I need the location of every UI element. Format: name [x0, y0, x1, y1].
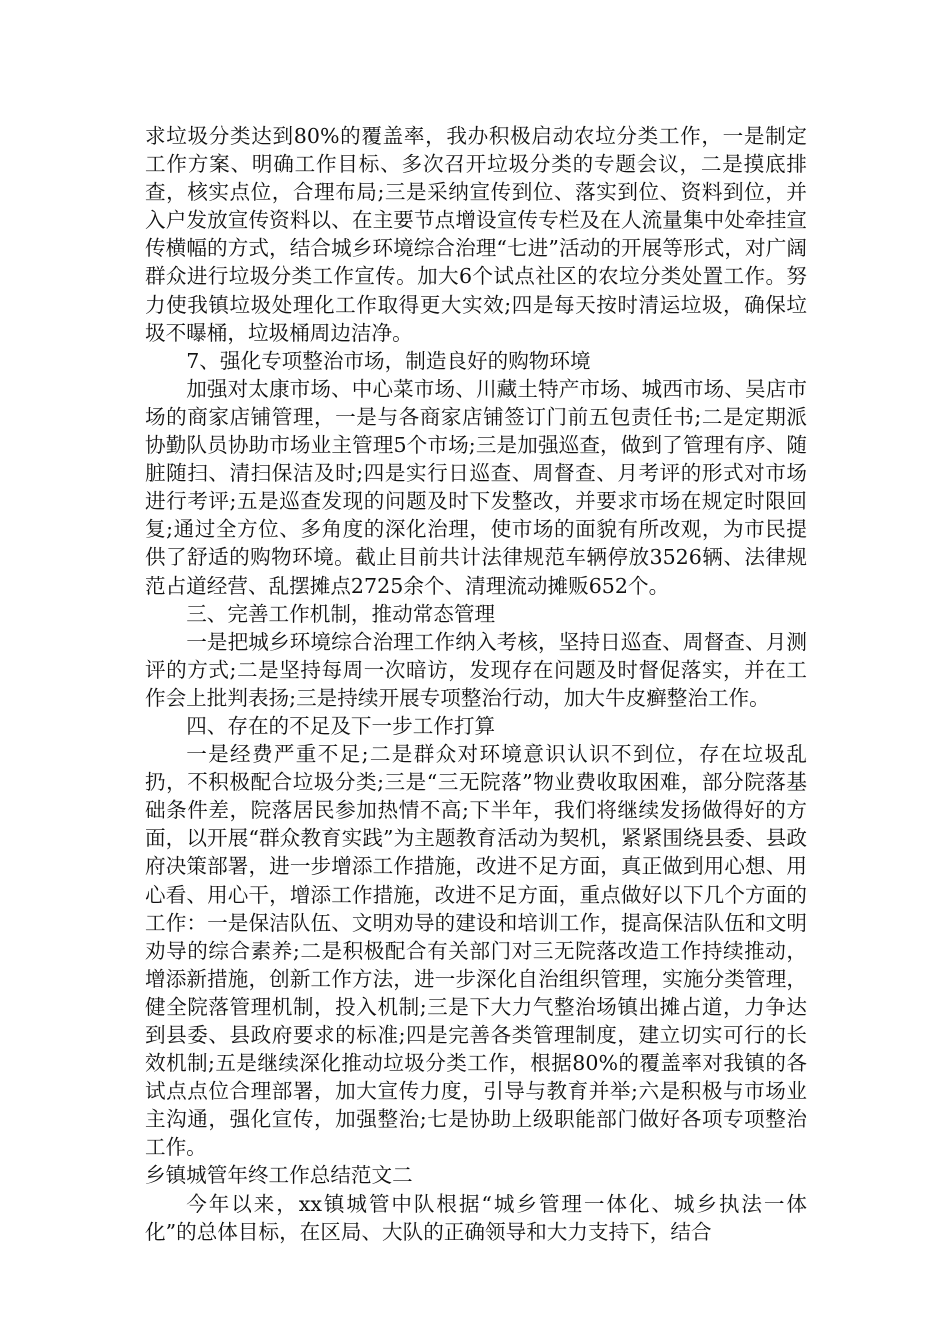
paragraph-sample-two-intro: 今年以来，xx镇城管中队根据“城乡管理一体化、城乡执法一体化”的总体目标，在区局、大队的正确领导和大力支持下，结合 — [145, 1191, 807, 1244]
document-body — [145, 122, 807, 1246]
heading-market-rectification: 7、强化专项整治市场，制造良好的购物环境 — [186, 348, 591, 373]
paragraph-work-mechanism: 一是把城乡环境综合治理工作纳入考核，坚持日巡查、周督查、月测评的方式;二是坚持每周一次暗访，发现存在问题及时督促落实，并在工作会上批判表扬;三是持续开展专项整治行动，加大牛皮癣整治工作。 — [145, 629, 807, 710]
heading-shortcomings-plans: 四、存在的不足及下一步工作打算 — [186, 713, 496, 738]
paragraph-shortcomings-plans: 一是经费严重不足;二是群众对环境意识认识不到位，存在垃圾乱扔，不积极配合垃圾分类;三是“三无院落”物业费收取困难，部分院落基础条件差，院落居民参加热情不高;下半年，我们将继续发扬做得好的方面，以开展“群众教育实践”为主题教育活动为契机，紧紧围绕县委、县政府决策部署，进一步增添工作措施，改进不足方面，真正做到用心想、用心看、用心干，增添工作措施，改进不足方面，重点做好以下几个方面的工作：一是保洁队伍、文明劝导的建设和培训工作，提高保洁队伍和文明劝导的综合素养;二是积极配合有关部门对三无院落改造工作持续推动，增添新措施，创新工作方法，进一步深化自治组织管理，实施分类管理，健全院落管理机制，投入机制;三是下大力气整治场镇出摊占道，力争达到县委、县政府要求的标准;四是完善各类管理制度，建立切实可行的长效机制;五是继续深化推动垃圾分类工作，根据80%的覆盖率对我镇的各试点点位合理部署，加大宣传力度，引导与教育并举;六是积极与市场业主沟通，强化宣传，加强整治;七是协助上级职能部门做好各项专项整治工作。 — [145, 742, 807, 1160]
section-title-sample-two: 乡镇城管年终工作总结范文二 — [145, 1163, 413, 1188]
heading-work-mechanism: 三、完善工作机制，推动常态管理 — [186, 601, 496, 626]
paragraph-garbage-classification: 求垃圾分类达到80%的覆盖率，我办积极启动农垃分类工作，一是制定工作方案、明确工作目标、多次召开垃圾分类的专题会议，二是摸底排查，核实点位，合理布局;三是采纳宣传到位、落实到位、资料到位，并入户发放宣传资料以、在主要节点增设宣传专栏及在人流量集中处牵挂宣传横幅的方式，结合城乡环境综合治理“七进”活动的开展等形式，对广阔群众进行垃圾分类工作宣传。加大6个试点社区的农垃分类处置工作。努力使我镇垃圾处理化工作取得更大实效;四是每天按时清运垃圾，确保垃圾不曝桶，垃圾桶周边洁净。 — [145, 124, 807, 345]
paragraph-market-management: 加强对太康市场、中心菜市场、川藏土特产市场、城西市场、吴店市场的商家店铺管理，一是与各商家店铺签订门前五包责任书;二是定期派协勤队员协助市场业主管理5个市场;三是加强巡查，做到了管理有序、随脏随扫、清扫保洁及时;四是实行日巡查、周督查、月考评的形式对市场进行考评;五是巡查发现的问题及时下发整改，并要求市场在规定时限回复;通过全方位、多角度的深化治理，使市场的面貌有所改观，为市民提供了舒适的购物环境。截止目前共计法律规范车辆停放3526辆、法律规范占道经营、乱摆摊点2725余个、清理流动摊贩652个。 — [145, 376, 807, 598]
